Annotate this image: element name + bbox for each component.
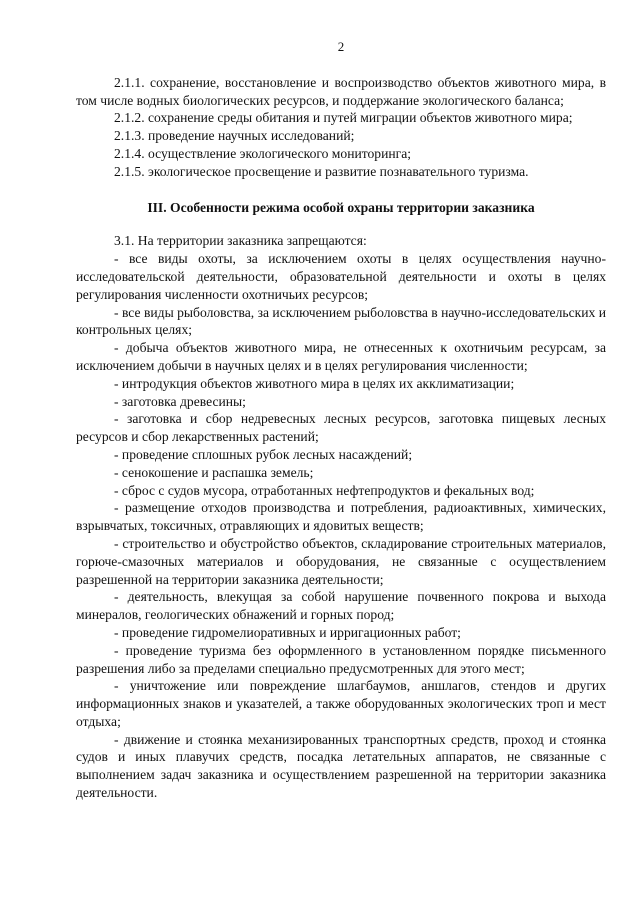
prohibition-item: - размещение отходов производства и потребления, радиоактивных, химических, взрывчатых, токсичных, отравляющих и ядовитых веществ; — [76, 500, 606, 534]
page-number: 2 — [337, 39, 345, 54]
prohibition-item: - сброс с судов мусора, отработанных нефтепродуктов и фекальных вод; — [114, 482, 535, 498]
prohibition-item: - заготовка и сбор недревесных лесных ресурсов, заготовка пищевых лесных ресурсов и сбор лекарственных растений; — [76, 411, 606, 445]
prohibition-item: - интродукция объектов животного мира в целях их акклиматизации; — [114, 375, 515, 391]
prohibition-item: - проведение сплошных рубок лесных насаждений; — [114, 446, 413, 462]
prohibition-item: - уничтожение или повреждение шлагбаумов, аншлагов, стендов и других информационных знаков и указателей, а также оборудованных экологических троп и мест отдыха; — [76, 678, 606, 729]
section-3-intro: 3.1. На территории заказника запрещаются: — [114, 233, 367, 249]
prohibition-item: - проведение туризма без оформленного в установленном порядке письменного разрешения либо за пределами специально предусмотренных для этого мест; — [76, 642, 606, 676]
prohibition-item: - добыча объектов животного мира, не отнесенных к охотничьим ресурсам, за исключением добычи в научных целях и в целях регулирования численности; — [76, 340, 606, 373]
prohibition-item: - проведение гидромелиоративных и ирригационных работ; — [114, 624, 461, 640]
prohibition-item: - заготовка древесины; — [114, 393, 246, 409]
section-3-heading: III. Особенности режима особой охраны территории заказника — [147, 199, 535, 215]
prohibition-item: - сенокошение и распашка земель; — [114, 464, 314, 480]
prohibition-item: - все виды рыболовства, за исключением рыболовства в научно-исследовательских и контрольных целях; — [76, 304, 606, 338]
section-item-2-1-5: 2.1.5. экологическое просвещение и развитие познавательного туризма. — [114, 163, 529, 179]
prohibition-item: - деятельность, влекущая за собой нарушение почвенного покрова и выхода минералов, геологических обнажений и горных пород; — [76, 589, 606, 623]
section-item-2-1-4: 2.1.4. осуществление экологического мониторинга; — [114, 145, 412, 161]
section-item-2-1-1: 2.1.1. сохранение, восстановление и воспроизводство объектов животного мира, в том числе водных биологических ресурсов, и поддержание экологического баланса; — [76, 74, 606, 108]
section-item-2-1-3: 2.1.3. проведение научных исследований; — [114, 128, 355, 144]
section-item-2-1-2: 2.1.2. сохранение среды обитания и путей миграции объектов животного мира; — [114, 110, 573, 126]
document-page — [76, 38, 606, 802]
prohibition-item: - все виды охоты, за исключением охоты в целях осуществления научно-исследовательской деятельности, образовательной деятельности и охоты в целях регулирования численности охотничьих ресурсов; — [76, 251, 606, 302]
prohibition-item: - движение и стоянка механизированных транспортных средств, проход и стоянка судов и иных плавучих средств, посадка летательных аппаратов, не связанные с выполнением задач заказника и осуществлением разрешенной на территории заказника деятельности. — [76, 731, 606, 801]
prohibition-item: - строительство и обустройство объектов, складирование строительных материалов, горюче-смазочных материалов и оборудования, не связанные с осуществлением разрешенной на территории заказника деятельности; — [76, 535, 606, 587]
